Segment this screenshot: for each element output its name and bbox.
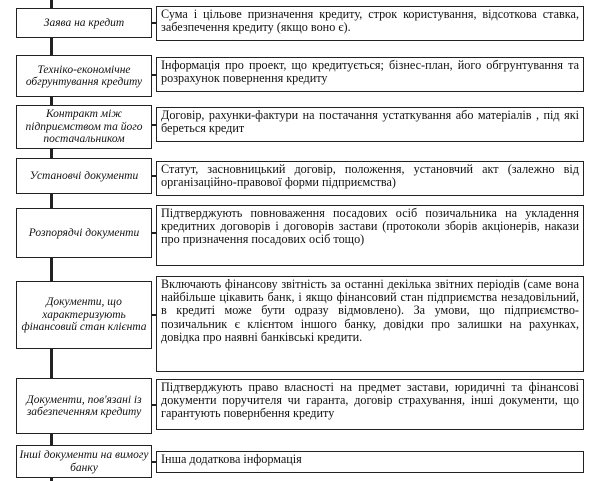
doc-description-other-documents: Інша додаткова інформація xyxy=(156,451,584,473)
doc-label-feasibility-study: Техніко-економічне обгрунтування кредиту xyxy=(16,55,152,97)
doc-label-collateral-documents: Документи, пов'язані із забезпеченням кредиту xyxy=(16,378,152,434)
doc-label-administrative-documents: Розпорядчі документи xyxy=(16,208,152,258)
doc-description-financial-condition: Включають фінансову звітність за останні декілька звітних періодів (саме вона найбільше цікавить банк, і якщо фінансовий стан підприємства незадовільний, в кредиті може бути одразу відмовлено). За умови, що підприємство-позичальник є клієнтом іншого банку, довідки про залишки на рахунках, довідка про наявні банківські кредити. xyxy=(156,276,584,372)
doc-label-supplier-contract: Контракт між підприємством та його постачальником xyxy=(16,105,152,149)
doc-label-other-documents: Інші документи на вимогу банку xyxy=(16,445,152,478)
doc-label-financial-condition: Документи, що характеризують фінансовий стан клієнта xyxy=(16,281,152,349)
doc-label-founding-documents: Установчі документи xyxy=(16,158,152,194)
doc-description-founding-documents: Статут, засновницький договір, положення, установчий акт (залежно від організаційно-правової форми підприємства) xyxy=(156,161,584,196)
doc-label-credit-application: Заява на кредит xyxy=(16,8,152,38)
doc-description-collateral-documents: Підтверджують право власності на предмет застави, юридичні та фінансові документи поручителя чи гаранта, договір страхування, інші документи, що гарантують повернбення кредиту xyxy=(156,379,584,430)
doc-description-supplier-contract: Договір, рахунки-фактури на постачання устаткування або матеріалів , під які береться кредит xyxy=(156,107,584,142)
doc-description-feasibility-study: Інформація про проект, що кредитується; бізнес-план, його обгрунтування та розрахунок повернення кредиту xyxy=(156,57,584,92)
doc-description-administrative-documents: Підтверджують повноваження посадових осіб позичальника на укладення кредитних договорів і договорів застави (протоколи зборів акціонерів, накази про призначення посадових осіб тощо) xyxy=(156,205,584,266)
doc-description-credit-application: Сума і цільове призначення кредиту, строк користування, відсоткова ставка, забезпечення кредиту (якщо воно є). xyxy=(156,6,584,41)
